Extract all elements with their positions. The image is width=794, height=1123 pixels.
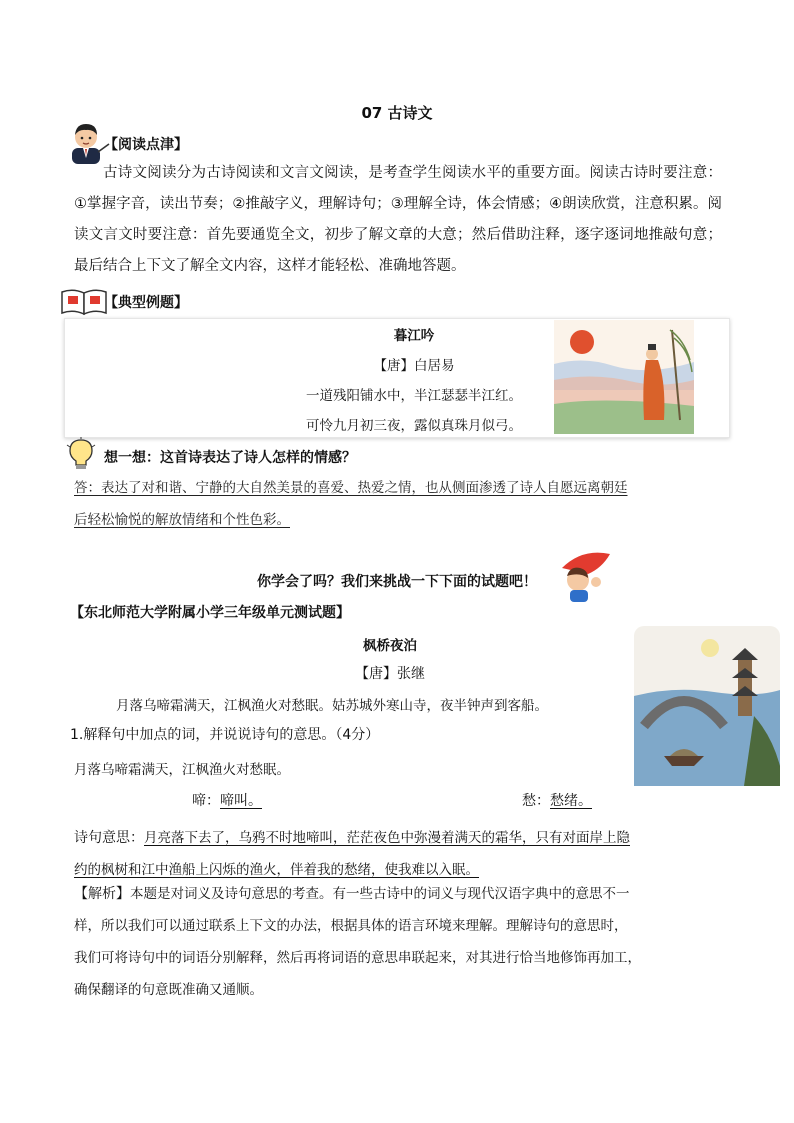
challenge-poem-title: 枫桥夜泊 — [363, 638, 417, 654]
word-1-answer: 啼：啼叫。 — [192, 793, 262, 809]
example-poem-line-1: 一道残阳铺水中，半江瑟瑟半江红。 — [306, 388, 522, 404]
example-poem-author: 【唐】白居易 — [373, 358, 455, 374]
challenge-prompt: 你学会了吗？我们来挑战一下下面的试题吧！ — [257, 574, 537, 590]
example-heading: 【典型例题】 — [104, 295, 188, 311]
meaning-block: 诗句意思：月亮落下去了，乌鸦不时地啼叫，茫茫夜色中弥漫着满天的霜华，只有对面岸上隐 约的枫树和江中渔船上闪烁的渔火，伴着我的愁绪，使我难以入眠。 — [74, 830, 630, 878]
challenge-poem-line: 月落乌啼霜满天，江枫渔火对愁眠。姑苏城外寒山寺，夜半钟声到客船。 — [116, 698, 548, 714]
lightbulb-icon — [66, 437, 96, 471]
example-answer-line-1: 答：表达了对和谐、宁静的大自然美景的喜爱、热爱之情，也从侧面渗透了诗人自愿远离朝廷 — [74, 480, 628, 496]
example-poem-line-2: 可怜九月初三夜，露似真珠月似弓。 — [306, 418, 522, 434]
example-poem-title: 暮江吟 — [393, 328, 435, 344]
quoted-line: 月落乌啼霜满天，江枫渔火对愁眠。 — [74, 762, 290, 778]
challenge-source: 【东北师范大学附属小学三年级单元测试题】 — [70, 605, 350, 621]
poet-illustration — [554, 320, 694, 434]
reading-tips-paragraph: 古诗文阅读分为古诗阅读和文言文阅读，是考查学生阅读水平的重要方面。阅读古诗时要注意：①掌握字音，读出节奏；②推敲字义，理解诗句；③理解全诗，体会情感；④朗读欣赏，注意积累。阅读文言文时要注意：首先要通览全文，初步了解文章的大意；然后借助注释，逐字逐词地推敲句意；最后结合上下文了解全文内容，这样才能轻松、准确地答题。 — [74, 165, 722, 274]
bridge-illustration — [634, 626, 780, 786]
example-answer-line-2: 后轻松愉悦的解放情绪和个性色彩。 — [74, 512, 290, 528]
reading-tips-heading: 【阅读点津】 — [104, 137, 188, 153]
book-icon — [60, 286, 108, 316]
challenge-poem-author: 【唐】张继 — [355, 666, 425, 682]
word-2-answer: 愁：愁绪。 — [522, 793, 592, 809]
question-1: 1.解释句中加点的词，并说说诗句的意思。（4分） — [70, 727, 380, 743]
think-question: 想一想：这首诗表达了诗人怎样的情感？ — [104, 450, 356, 466]
superhero-icon — [552, 548, 612, 604]
analysis-block: 【解析】本题是对词义及诗句意思的考查。有一些古诗中的词义与现代汉语字典中的意思不一 样，所以我们可以通过联系上下文的办法，根据具体的语言环境来理解。理解诗句的意思时， 我们可将诗句中的词语分别解释，然后再将词语的意思串联起来，对其进行恰当地修饰再加工， 确保翻译的句意既准确又通顺。 — [74, 886, 641, 998]
page-title: 07 古诗文 — [361, 104, 433, 122]
